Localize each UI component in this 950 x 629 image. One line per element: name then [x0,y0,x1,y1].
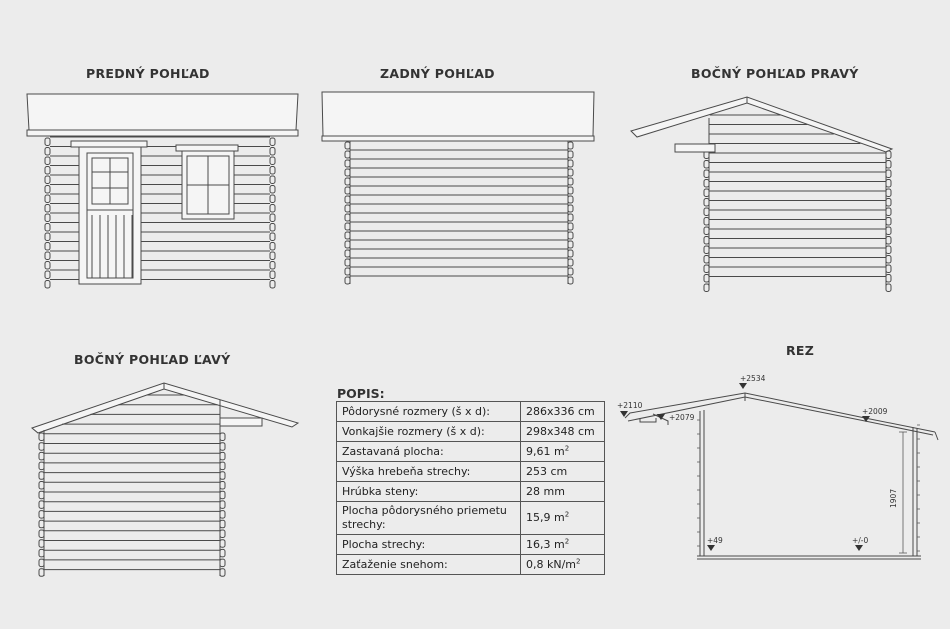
spec-label: Pôdorysné rozmery (š x d): [337,402,521,422]
spec-label: Výška hrebeňa strechy: [337,462,521,482]
back-view-drawing [322,92,594,284]
spec-label: Vonkajšie rozmery (š x d): [337,422,521,442]
spec-value: 15,9 $m^2$ [521,502,605,535]
spec-label: Hrúbka steny: [337,482,521,502]
spec-value: 298x348 cm [521,422,605,442]
ground-level-label: +/-0 [852,536,869,545]
left-eave-level-label: +2110 [617,401,643,410]
right-inner-level-label: +2009 [862,407,888,416]
spec-row [337,462,605,482]
floor-level-label: +49 [707,536,723,545]
ridge-level-label: +2534 [740,374,766,383]
section-drawing [617,374,938,559]
spec-label: Zaťaženie snehom: [337,555,521,575]
spec-table [336,401,605,575]
right-side-view-title: BOČNÝ POHĽAD PRAVÝ [691,66,859,81]
left-side-view-title: BOČNÝ POHĽAD ĽAVÝ [74,352,231,367]
spec-unit-exponent: 2 [564,443,570,452]
spec-row [337,402,605,422]
spec-unit-exponent: 2 [564,510,570,519]
spec-row [337,422,605,442]
height-dimension-label: 1907 [889,488,898,508]
spec-unit-exponent: 2 [576,556,581,565]
spec-value: 28 mm [521,482,605,502]
section-view-title: REZ [786,343,815,358]
spec-value: 253 cm [521,462,605,482]
spec-row [337,482,605,502]
spec-label: Zastavaná plocha: [337,442,521,462]
right-side-view-drawing [631,97,892,292]
spec-row [337,555,605,575]
spec-value: 286x336 cm [521,402,605,422]
spec-row [337,535,605,555]
spec-label: Plocha strechy: [337,535,521,555]
front-view-title: PREDNÝ POHĽAD [86,66,210,81]
front-view-drawing [27,94,298,288]
spec-value: 0,8 $kN/m^2$ [521,555,605,575]
spec-row [337,442,605,462]
back-view-title: ZADNÝ POHĽAD [380,66,495,81]
left-side-view-drawing [32,383,298,576]
spec-unit-exponent: 2 [564,536,570,545]
spec-row [337,502,605,535]
spec-value: 16,3 $m^2$ [521,535,605,555]
spec-label: Plocha pôdorysného priemetu strechy: [337,502,521,535]
spec-title: POPIS: [337,386,385,401]
left-inner-level-label: +2079 [669,413,695,422]
spec-value: 9,61 $m^2$ [521,442,605,462]
